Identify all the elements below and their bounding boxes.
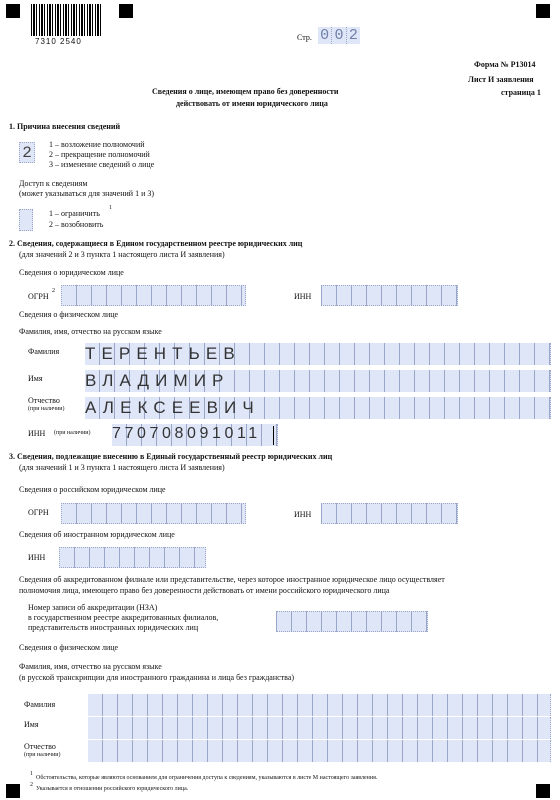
foreign-entity-label: Сведения об иностранном юридическом лице xyxy=(19,530,175,539)
name-field[interactable] xyxy=(85,370,551,392)
patronymic-field[interactable] xyxy=(85,397,551,419)
reason-option-1: 1 – возложение полномочий xyxy=(49,140,145,149)
footnote1-text: Обстоятельства, которые являются основанием для ограничения доступа к сведениям, указываются в листе М настоящего заявления. xyxy=(36,775,378,781)
patronymic-field-3[interactable] xyxy=(88,740,551,762)
patronymic-note: (при наличии) xyxy=(28,406,65,412)
surname-field-3[interactable] xyxy=(88,694,551,716)
russian-entity-label: Сведения о российском юридическом лице xyxy=(19,485,166,494)
ogrn-field[interactable] xyxy=(61,285,246,306)
reason-option-3: 3 – изменение сведений о лице xyxy=(49,160,155,169)
ogrn-footnote-mark: 2 xyxy=(52,288,55,294)
branch-text-line2: полномочия лица, имеющего право без доверенности действовать от имени российского юридического лица xyxy=(19,586,390,595)
surname-label: Фамилия xyxy=(28,347,60,356)
person-inn-field[interactable] xyxy=(112,424,278,446)
corner-marker-bottom-right xyxy=(536,784,550,798)
name-value: ВЛАДИМИР xyxy=(85,371,230,390)
inn-field[interactable] xyxy=(321,285,458,306)
footnote2-text: Указывается в отношении российского юридического лица. xyxy=(36,786,189,792)
title-line2: действовать от имени юридического лица xyxy=(176,99,328,108)
barcode xyxy=(31,4,103,36)
section1-heading: 1. Причина внесения сведений xyxy=(9,122,121,131)
section3-heading: 3. Сведения, подлежащие внесению в Единый государственный реестр юридических лиц xyxy=(9,452,333,461)
inn-field-3[interactable] xyxy=(321,503,458,524)
foreign-inn-field[interactable] xyxy=(59,547,206,568)
ogrn-label: ОГРН xyxy=(28,292,49,301)
surname-label-3: Фамилия xyxy=(24,700,56,709)
section2-heading: 2. Сведения, содержащиеся в Едином государственном реестре юридических лиц xyxy=(9,239,303,248)
barcode-number: 7310 2540 xyxy=(35,37,82,46)
page-label-right: страница 1 xyxy=(501,88,541,97)
nza-line1: Номер записи об аккредитации (НЗА) xyxy=(28,603,158,612)
access-label: Доступ к сведениям xyxy=(19,179,88,188)
corner-marker-bottom-left xyxy=(6,784,20,798)
surname-field[interactable] xyxy=(85,343,551,365)
text-cursor xyxy=(273,426,274,445)
sheet-label: Лист И заявления xyxy=(468,75,534,84)
corner-marker-top-left xyxy=(6,4,20,18)
nza-field[interactable] xyxy=(276,611,428,632)
branch-text-line1: Сведения об аккредитованном филиале или представительстве, через которое иностранное юридическое лицо осуществляет xyxy=(19,575,445,584)
foreign-inn-label: ИНН xyxy=(28,553,46,562)
access-note: (может указываться для значений 1 и 3) xyxy=(19,189,155,198)
name-label: Имя xyxy=(28,374,43,383)
access-option-2: 2 – возобновить xyxy=(49,220,104,229)
fio-note-3: (в русской транскрипции для иностранного гражданина и лица без гражданства) xyxy=(19,673,295,682)
ogrn-label-3: ОГРН xyxy=(28,508,49,517)
name-field-3[interactable] xyxy=(88,717,551,739)
access-input[interactable] xyxy=(19,209,33,231)
person-inn-label: ИНН xyxy=(28,429,46,438)
fio-label: Фамилия, имя, отчество на русском языке xyxy=(19,327,162,336)
ogrn-field-3[interactable] xyxy=(61,503,246,524)
nza-line3: представительств иностранных юридических лиц xyxy=(28,623,199,632)
section2-subheading: (для значений 2 и 3 пункта 1 настоящего листа И заявления) xyxy=(19,250,225,259)
section3-subheading: (для значений 1 и 3 пункта 1 настоящего листа И заявления) xyxy=(19,463,225,472)
legal-entity-label: Сведения о юридическом лице xyxy=(19,268,124,277)
patronymic-note-3: (при наличии) xyxy=(24,752,61,758)
person-inn-value: 770708091011 xyxy=(112,425,261,442)
fio-label-3: Фамилия, имя, отчество на русском языке xyxy=(19,662,162,671)
patronymic-label: Отчество xyxy=(28,396,60,405)
footnote2-mark: 2 xyxy=(30,782,33,788)
title-line1: Сведения о лице, имеющем право без доверенности xyxy=(152,87,339,96)
nza-line2: в государственном реестре аккредитованных филиалов, xyxy=(28,613,219,622)
reason-input[interactable]: 2 xyxy=(19,142,35,163)
person-label: Сведения о физическом лице xyxy=(19,310,119,319)
patronymic-label-3: Отчество xyxy=(24,742,56,751)
page-number-cell: 0 xyxy=(332,27,346,44)
page-number-cell: 0 xyxy=(318,27,332,44)
inn-label-3: ИНН xyxy=(294,510,312,519)
name-label-3: Имя xyxy=(24,720,39,729)
corner-marker-top-mid xyxy=(119,4,133,18)
person-label-3: Сведения о физическом лице xyxy=(19,643,119,652)
surname-value: ТЕРЕНТЬЕВ xyxy=(85,344,241,363)
page-number-field xyxy=(318,27,360,44)
reason-option-2: 2 – прекращение полномочий xyxy=(49,150,150,159)
page-number-cell: 2 xyxy=(348,27,358,44)
page-label: Стр. xyxy=(297,33,312,42)
access-option-1: 1 – ограничить xyxy=(49,209,100,218)
person-inn-note: (при наличии) xyxy=(54,430,91,436)
form-number: Форма № Р13014 xyxy=(474,60,536,69)
footnote1-mark: 1 xyxy=(30,771,33,777)
corner-marker-top-right xyxy=(536,4,550,18)
patronymic-value: АЛЕКСЕЕВИЧ xyxy=(85,398,260,417)
inn-label: ИНН xyxy=(294,292,312,301)
access-footnote-mark: 1 xyxy=(109,205,112,211)
